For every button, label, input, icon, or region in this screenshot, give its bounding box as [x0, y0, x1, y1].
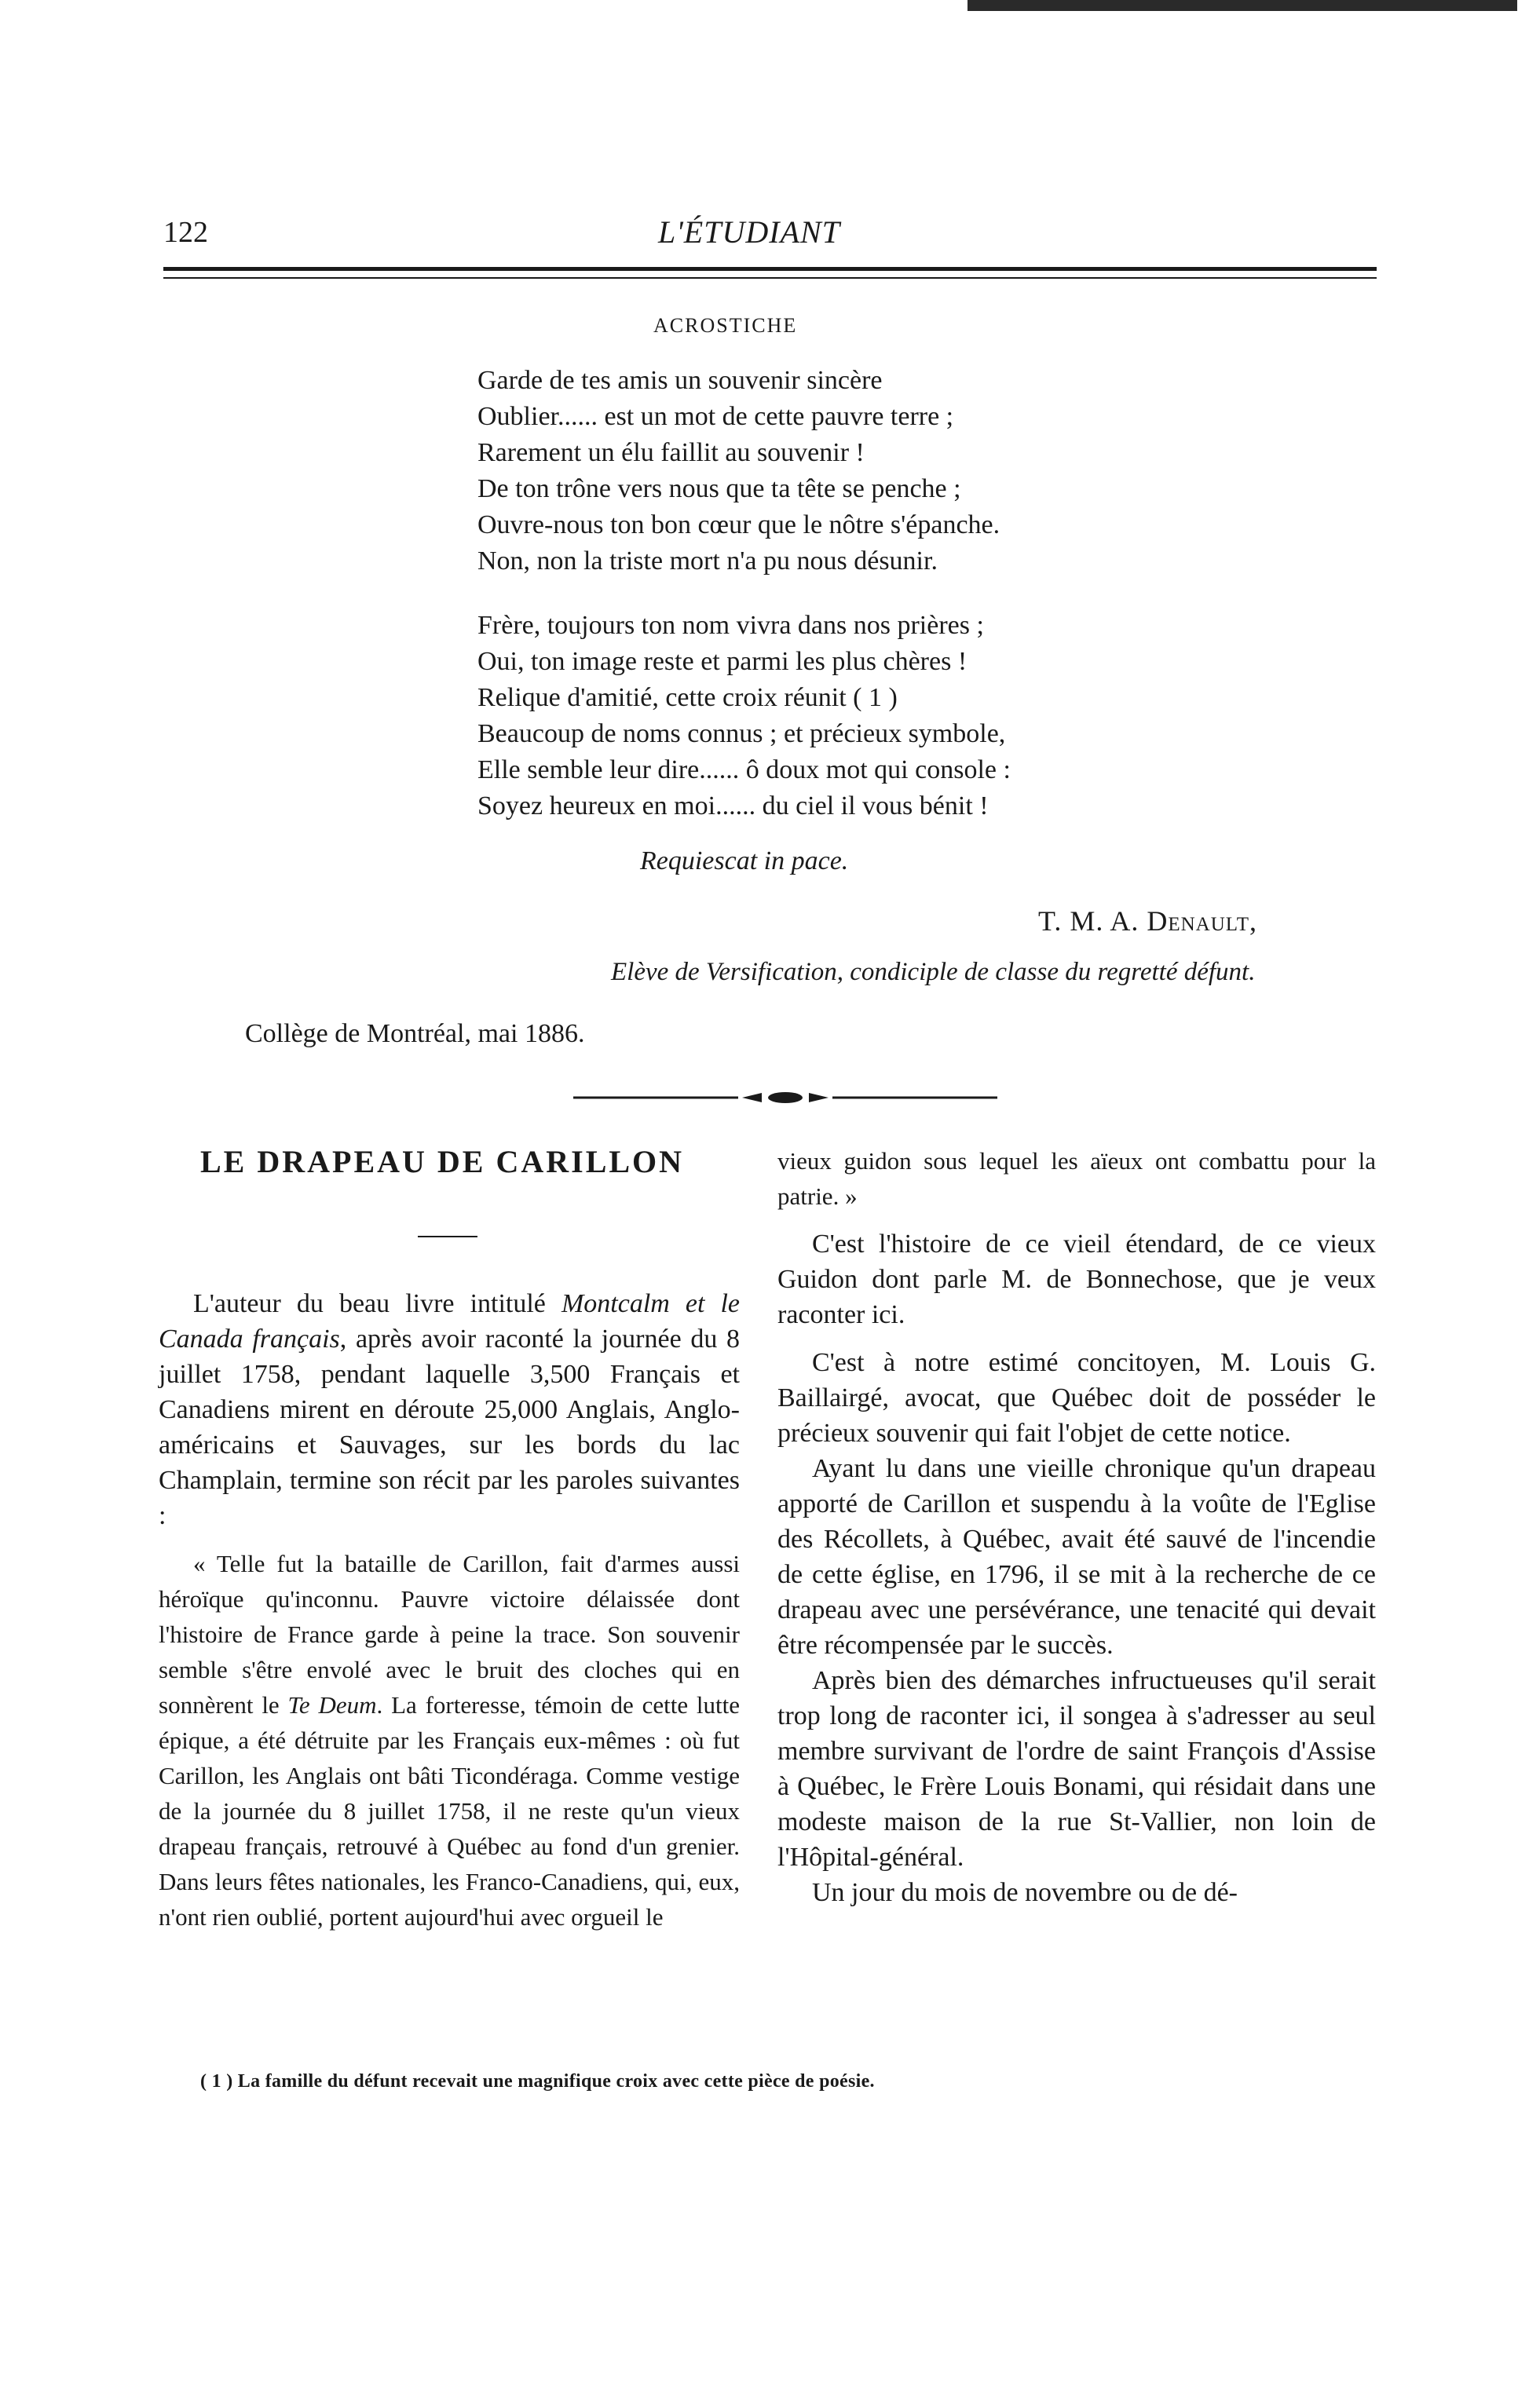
article-quote: « Telle fut la bataille de Carillon, fait d'armes aussi héroïque qu'inconnu. Pauvre victoire délaissée dont l'histoire de France garde à peine la trace. Son souvenir semble s'être envolé avec le bruit des cloches qui en sonnèrent le Te Deum. La forteresse, témoin de cette lutte épique, a été détruite par les Français eux-mêmes : où fut Carillon, les Anglais ont bâti Ticondéraga. Comme vestige de la journée du 8 juillet 1758, il ne reste qu'un vieux drapeau français, retrouvé à Québec au fond d'un grenier. Dans leurs fêtes nationales, les Franco-Canadiens, qui, eux, n'ont rien oublié, portent aujourd'hui avec orgueil le [159, 1550, 740, 1931]
te-deum: Te Deum [287, 1691, 377, 1719]
article-paragraph: Ayant lu dans une vieille chronique qu'un drapeau apporté de Carillon et suspendu à la voûte de l'Eglise des Récollets, à Québec, avait été sauvé de l'incendie de cette église, en 1796, il se mit à la recherche de ce drapeau avec une persévérance, une tenacité qui devait être récompensée par le succès. [777, 1454, 1376, 1660]
author-description: Elève de Versification, condiciple de classe du regretté défunt. [611, 958, 1256, 986]
article-paragraph: C'est à notre estimé concitoyen, M. Louis G. Baillairgé, avocat, que Québec doit de posséder le précieux souvenir qui fait l'objet de cette notice. [777, 1348, 1376, 1448]
poem-author: T. M. A. Denault, [1038, 905, 1258, 937]
poem-line: Rarement un élu faillit au souvenir ! [477, 438, 865, 467]
poem-closing: Requiescat in pace. [640, 846, 849, 875]
article-paragraph: Un jour du mois de novembre ou de dé- [812, 1878, 1238, 1907]
poem-line: Ouvre-nous ton bon cœur que le nôtre s'épanche. [477, 510, 1000, 539]
right-column [777, 1143, 1376, 1910]
poem-line: Frère, toujours ton nom vivra dans nos prières ; [477, 611, 984, 640]
article-paragraph: L'auteur du beau livre intitulé Montcalm et le Canada français, après avoir raconté la journée du 8 juillet 1758, pendant laquelle 3,500 Français et Canadiens mirent en déroute 25,000 Anglais, Anglo-américains et Sauvages, sur les bords du lac Champlain, termine son récit par les paroles suivantes : [159, 1289, 741, 1530]
poem-line: Soyez heureux en moi...... du ciel il vous bénit ! [477, 791, 989, 820]
journal-title: L'ÉTUDIANT [658, 214, 840, 250]
title-rule [418, 1236, 477, 1237]
poem-line: Beaucoup de noms connus ; et précieux symbole, [477, 719, 1006, 748]
header-rule-thick [163, 267, 1377, 271]
poem-line: Oui, ton image reste et parmi les plus chères ! [477, 647, 967, 676]
poem-line: Non, non la triste mort n'a pu nous désunir. [477, 546, 938, 576]
book-title: Montcalm et le Canada français [159, 1289, 741, 1354]
article-paragraph: Après bien des démarches infructueuses qu'il serait trop long de raconter ici, il songea à s'adresser au seul membre survivant de l'ordre de saint François d'Assise à Québec, le Frère Louis Bonami, qui résidait dans une modeste maison de la rue St-Vallier, non loin de l'Hôpital-général. [777, 1666, 1376, 1872]
page-edge-shadow [967, 0, 1517, 11]
poem-line: Oublier...... est un mot de cette pauvre terre ; [477, 402, 954, 431]
footnote: ( 1 ) La famille du défunt recevait une magnifique croix avec cette pièce de poésie. [200, 2071, 875, 2092]
place-date: Collège de Montréal, mai 1886. [245, 1019, 585, 1048]
ornament-divider [573, 1091, 997, 1104]
poem-line: De ton trône vers nous que ta tête se penche ; [477, 474, 961, 503]
header-rule-thin [163, 277, 1377, 279]
left-column [159, 1286, 740, 1935]
page-number: 122 [163, 216, 208, 249]
quote-end: vieux guidon sous lequel les aïeux ont combattu pour la patrie. » [777, 1147, 1376, 1210]
poem-line: Elle semble leur dire...... ô doux mot qui console : [477, 755, 1011, 784]
poem-stanza-2 [477, 608, 1011, 824]
article-paragraph: C'est l'histoire de ce vieil étendard, de ce vieux Guidon dont parle M. de Bonnechose, que je veux raconter ici. [777, 1230, 1376, 1329]
poem-heading: ACROSTICHE [653, 314, 798, 337]
poem-line: Relique d'amitié, cette croix réunit ( 1 ) [477, 683, 898, 712]
poem-line: Garde de tes amis un souvenir sincère [477, 366, 883, 395]
article-title: LE DRAPEAU DE CARILLON [200, 1144, 685, 1179]
poem-stanza-1 [477, 363, 1000, 579]
